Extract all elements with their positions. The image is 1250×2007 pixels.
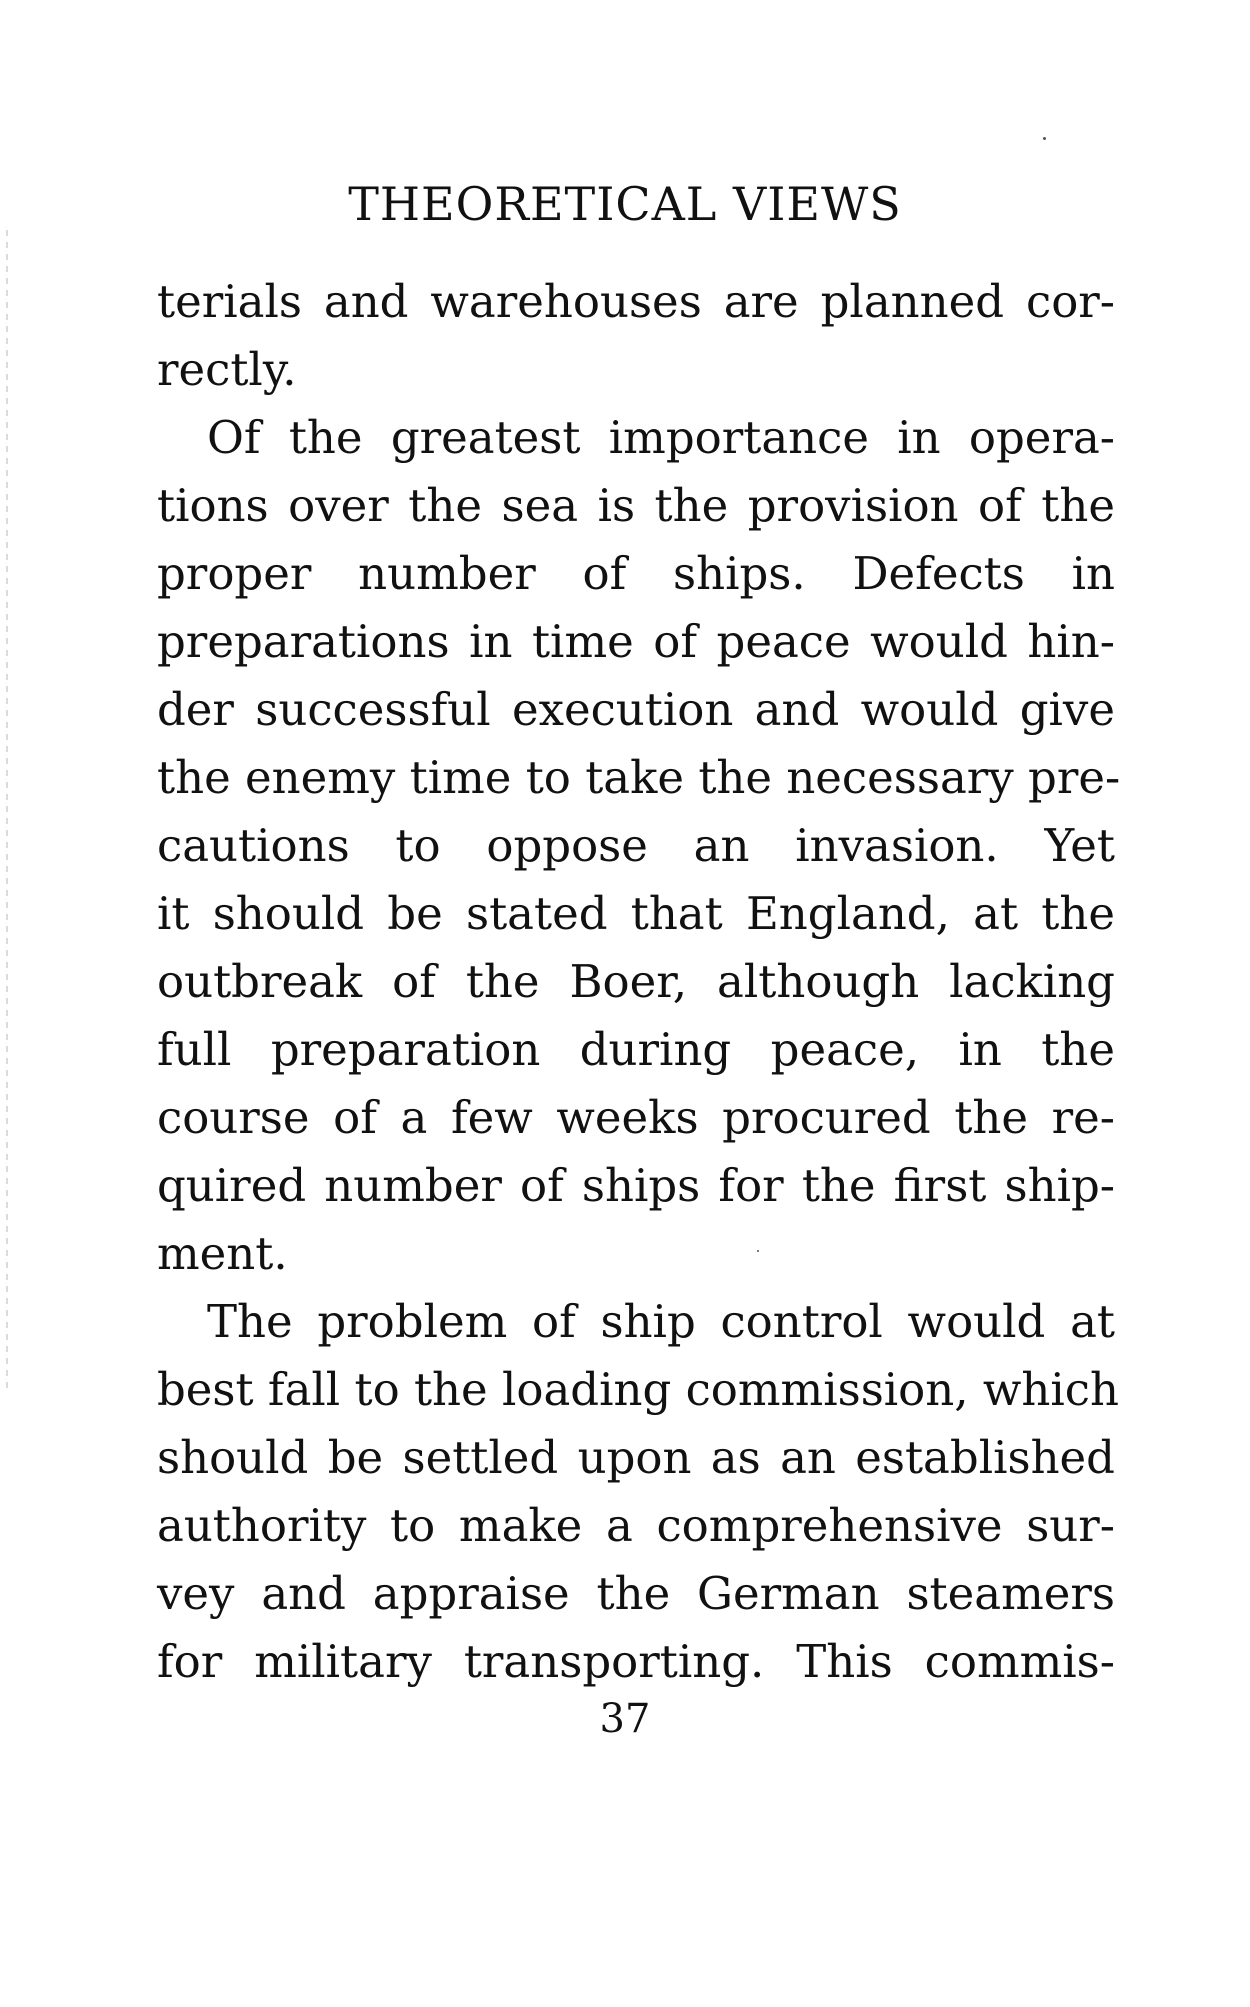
- text-line: best fall to the loading commission, which: [157, 1363, 1119, 1416]
- text-line: der successful execution and would give: [157, 683, 1115, 736]
- print-speck: [1043, 137, 1046, 140]
- text-line: cautions to oppose an invasion. Yet: [157, 819, 1115, 872]
- text-line: The problem of ship control would at: [207, 1295, 1115, 1348]
- page-number: 37: [599, 1696, 651, 1742]
- text-line: Of the greatest importance in opera-: [207, 411, 1115, 464]
- text-line: tions over the sea is the provision of the: [157, 479, 1115, 532]
- text-line: rectly.: [157, 343, 297, 396]
- text-line: ment.: [157, 1227, 288, 1280]
- text-line: vey and appraise the German steamers: [157, 1567, 1115, 1620]
- text-line: for military transporting. This commis-: [157, 1635, 1115, 1688]
- body-text: [157, 268, 1121, 1696]
- text-line: quired number of ships for the first ship-: [157, 1159, 1115, 1212]
- text-line: authority to make a comprehensive sur-: [157, 1499, 1115, 1552]
- text-line: course of a few weeks procured the re-: [157, 1091, 1115, 1144]
- text-line: terials and warehouses are planned cor-: [157, 275, 1115, 328]
- text-line: full preparation during peace, in the: [157, 1023, 1115, 1076]
- text-line: should be settled upon as an established: [157, 1431, 1115, 1484]
- page-edge-shadow: [6, 230, 8, 1390]
- text-line: preparations in time of peace would hin-: [157, 615, 1115, 668]
- text-line: proper number of ships. Defects in: [157, 547, 1115, 600]
- running-head: THEORETICAL VIEWS: [348, 177, 902, 231]
- text-line: it should be stated that England, at the: [157, 887, 1115, 940]
- text-line: the enemy time to take the necessary pre-: [157, 751, 1121, 804]
- text-line: outbreak of the Boer, although lacking: [157, 955, 1115, 1008]
